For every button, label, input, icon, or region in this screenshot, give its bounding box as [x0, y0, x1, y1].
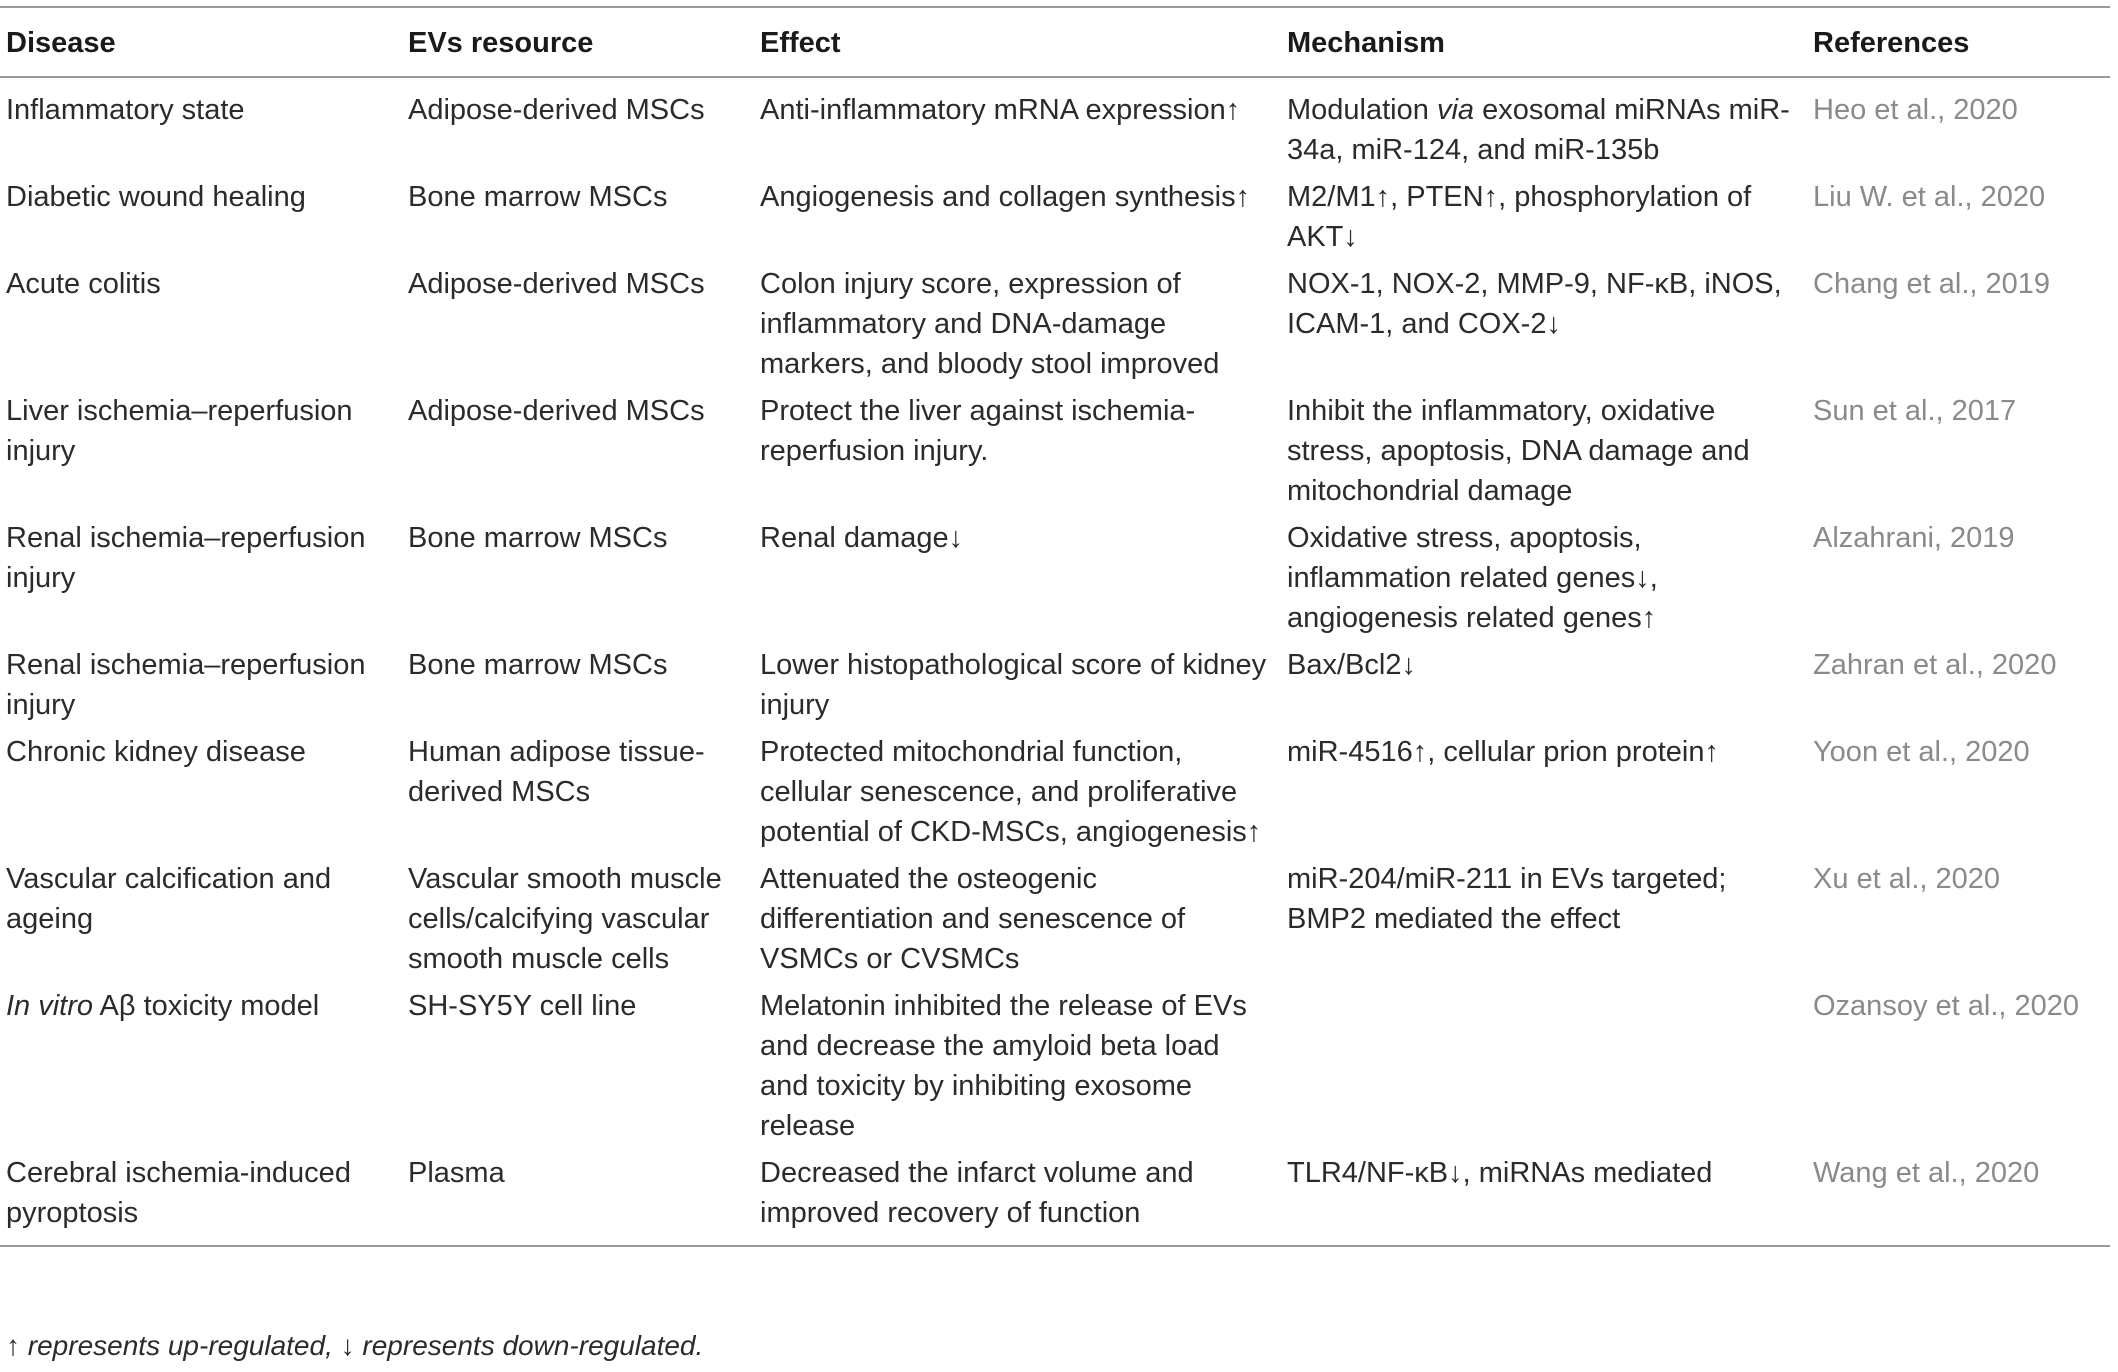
reference-link[interactable]: Zahran et al., 2020	[1813, 649, 2057, 681]
mechanism-italic: via	[1436, 94, 1475, 126]
mechanism-cell: TLR4/NF-κB↓, miRNAs mediated	[1287, 1157, 1713, 1189]
resource-cell: Human adipose tissue-derived MSCs	[408, 736, 705, 808]
disease-italic: In vitro	[6, 990, 94, 1022]
effect-cell: Angiogenesis and collagen synthesis↑	[760, 181, 1251, 213]
resource-cell: SH-SY5Y cell line	[408, 990, 637, 1022]
effect-cell: Renal damage↓	[760, 522, 964, 554]
mechanism-cell: miR-4516↑, cellular prion protein↑	[1287, 736, 1719, 768]
reference-link[interactable]: Yoon et al., 2020	[1813, 736, 2030, 768]
mechanism-cell: miR-204/miR-211 in EVs targeted; BMP2 mediated the effect	[1287, 863, 1727, 935]
disease-cell: Cerebral ischemia-induced pyroptosis	[6, 1157, 351, 1229]
reference-link[interactable]: Sun et al., 2017	[1813, 395, 2017, 427]
mechanism-text: Modulation	[1287, 94, 1437, 126]
mechanism-cell: Oxidative stress, apoptosis, inflammation related genes↓, angiogenesis related genes↑	[1287, 522, 1658, 634]
effect-cell: Decreased the infarct volume and improved recovery of function	[760, 1157, 1194, 1229]
table-row	[0, 732, 2110, 859]
effect-cell: Protected mitochondrial function, cellular senescence, and proliferative potential of CKD-MSCs, angiogenesis↑	[760, 736, 1262, 848]
mechanism-text: exosomal miRNAs miR-34a, miR-124, and miR-135b	[1287, 94, 1790, 166]
resource-cell: Bone marrow MSCs	[408, 522, 668, 554]
table-row	[0, 645, 2110, 732]
disease-cell: Renal ischemia–reperfusion injury	[6, 522, 366, 594]
reference-link[interactable]: Wang et al., 2020	[1813, 1157, 2040, 1189]
disease-cell: Chronic kidney disease	[6, 736, 306, 768]
header-effect: Effect	[760, 27, 841, 59]
effect-cell: Colon injury score, expression of inflammatory and DNA-damage markers, and bloody stool improved	[760, 268, 1220, 380]
header-evs-resource: EVs resource	[408, 27, 594, 59]
effect-cell: Melatonin inhibited the release of EVs and decrease the amyloid beta load and toxicity by inhibiting exosome release	[760, 990, 1247, 1142]
resource-cell: Bone marrow MSCs	[408, 649, 668, 681]
resource-cell: Adipose-derived MSCs	[408, 94, 705, 126]
header-references: References	[1813, 27, 1970, 59]
table-row	[0, 518, 2110, 645]
table-row	[0, 859, 2110, 986]
disease-text: Aβ toxicity model	[93, 990, 320, 1022]
disease-cell: Renal ischemia–reperfusion injury	[6, 649, 366, 721]
disease-cell: Vascular calcification and ageing	[6, 863, 332, 935]
table-row	[0, 177, 2110, 264]
mechanism-cell: M2/M1↑, PTEN↑, phosphorylation of AKT↓	[1287, 181, 1752, 253]
table-footnote: ↑ represents up-regulated, ↓ represents down-regulated.	[6, 1330, 704, 1361]
disease-cell: Acute colitis	[6, 268, 161, 300]
table-row	[0, 1153, 2110, 1246]
resource-cell: Adipose-derived MSCs	[408, 268, 705, 300]
reference-link[interactable]: Ozansoy et al., 2020	[1813, 990, 2079, 1022]
header-row	[0, 7, 2110, 77]
disease-cell: Inflammatory state	[6, 94, 245, 126]
table-row	[0, 264, 2110, 391]
table-row	[0, 391, 2110, 518]
header-disease: Disease	[6, 27, 116, 59]
resource-cell: Plasma	[408, 1157, 505, 1189]
mechanism-cell: Inhibit the inflammatory, oxidative stress, apoptosis, DNA damage and mitochondrial damage	[1287, 395, 1750, 507]
table-body	[0, 77, 2110, 1246]
reference-link[interactable]: Liu W. et al., 2020	[1813, 181, 2046, 213]
disease-cell	[0, 986, 402, 1153]
effect-cell: Attenuated the osteogenic differentiation and senescence of VSMCs or CVSMCs	[760, 863, 1186, 975]
header-mechanism: Mechanism	[1287, 27, 1445, 59]
evs-table	[0, 6, 2110, 1247]
effect-cell: Lower histopathological score of kidney injury	[760, 649, 1267, 721]
mechanism-cell: Bax/Bcl2↓	[1287, 649, 1416, 681]
reference-link[interactable]: Alzahrani, 2019	[1813, 522, 2015, 554]
reference-link[interactable]: Chang et al., 2019	[1813, 268, 2051, 300]
table-row	[0, 77, 2110, 177]
reference-link[interactable]: Heo et al., 2020	[1813, 94, 2018, 126]
reference-link[interactable]: Xu et al., 2020	[1813, 863, 2001, 895]
disease-cell: Diabetic wound healing	[6, 181, 306, 213]
mechanism-cell	[1281, 986, 1807, 1153]
table-row	[0, 986, 2110, 1153]
disease-cell: Liver ischemia–reperfusion injury	[6, 395, 353, 467]
effect-cell: Anti-inflammatory mRNA expression↑	[760, 94, 1241, 126]
mechanism-cell: NOX-1, NOX-2, MMP-9, NF-κB, iNOS, ICAM-1, and COX-2↓	[1287, 268, 1782, 340]
resource-cell: Adipose-derived MSCs	[408, 395, 705, 427]
table-header	[0, 7, 2110, 77]
resource-cell: Bone marrow MSCs	[408, 181, 668, 213]
effect-cell: Protect the liver against ischemia-reperfusion injury.	[760, 395, 1196, 467]
mechanism-cell	[1281, 77, 1807, 177]
resource-cell: Vascular smooth muscle cells/calcifying vascular smooth muscle cells	[408, 863, 722, 975]
